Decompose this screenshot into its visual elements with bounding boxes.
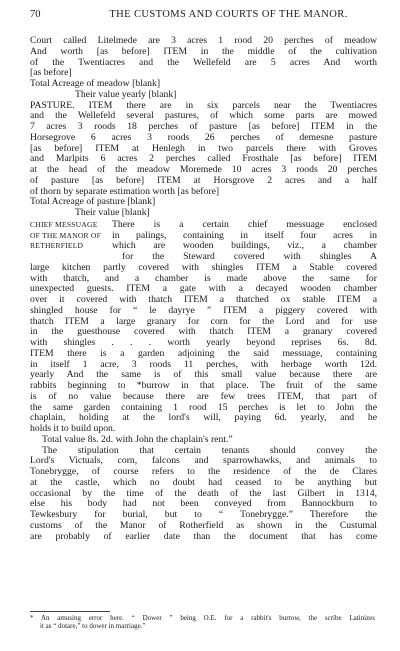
text-line: over it covered with thatch ITEM a thatched ox stable ITEM a xyxy=(30,294,377,305)
text-line: for the Steward covered with shingles A xyxy=(122,251,377,262)
text-line: in the guesthouse covered with thatch ITEM a granary covered xyxy=(30,326,377,338)
text-line: [as before] ITEM at Henlegh in two parcels there with Groves xyxy=(30,142,377,154)
section-text xyxy=(112,220,377,263)
text-line: the same garden containing 1 rood 15 perches is let to John the xyxy=(30,401,377,413)
side-heading-line: OF THE MANOR OF xyxy=(30,230,102,240)
text-line: 7 acres 3 roods 18 perches of pasture [as before] ITEM in the xyxy=(30,121,377,132)
text-line: chaplain, holding at the lord's will, paying 6d. yearly, and he xyxy=(30,412,377,424)
side-heading-line: CHIEF MESSUAGE xyxy=(30,219,98,229)
chief-messuage-section xyxy=(30,220,377,263)
side-heading-line: RETHERFIELD xyxy=(30,241,84,251)
text-line: unexpected guests. ITEM a gate with a decayed wooden chamber xyxy=(30,283,377,295)
text-line: is of no value because there are few trees ITEM, that part of xyxy=(30,390,377,402)
text-line: in palings, containing in itself four acres in xyxy=(112,229,377,241)
text-line: in itself 1 acre, 3 roods 11 perches, with herbage worth 12d. xyxy=(30,358,377,370)
text-line: else his body had not been conveyed from Bannockburn to xyxy=(30,498,377,510)
paragraph-start-line: The stipulation that certain tenants should convey the xyxy=(42,444,377,456)
text-line: yearly And the same is of this small value because there are xyxy=(30,369,377,381)
text-line: and Marlpits 6 acres 2 perches called Frosthale [as before] ITEM xyxy=(30,153,377,165)
text-line: are probably of earlier date than the document that has come xyxy=(30,530,377,542)
total-line: Total Acreage of pasture [blank] xyxy=(30,196,156,208)
text-line: rabbits beginning to *burrow in that place. The fruit of the same xyxy=(30,380,377,391)
text-line: Lord's Victuals, corn, falcons and sparrowhawks, and animals to xyxy=(30,455,377,467)
value-line: Their value [blank] xyxy=(75,207,150,218)
running-title: THE CUSTOMS AND COURTS OF THE MANOR. xyxy=(109,9,348,20)
text-line: Tewkesbury for burial, but to “ Tonebrygge.” Therefore the xyxy=(30,509,377,520)
text-line: with shingles . . . worth yearly beyond reprises 6s. 8d. xyxy=(30,337,377,348)
total-value-line: Total value 8s. 2d. with John the chaplain's rent.” xyxy=(42,433,233,445)
text-line: at the head of the meadow Moremede 10 acres 3 roods 20 perches xyxy=(30,164,377,175)
body-text xyxy=(30,36,377,542)
total-line: Total Acreage of meadow [blank] xyxy=(30,78,161,89)
text-line: occasional by the time of the death of the last Gilbert in 1314, xyxy=(30,487,377,499)
text-line: shingled house for “ le dayrye ” ITEM a piggery covered with xyxy=(30,304,377,316)
footnote-rule xyxy=(30,611,110,612)
text-line: large kitchen partly covered with shingles ITEM a Stable covered xyxy=(30,261,377,273)
text-line: holds it to build upon. xyxy=(30,423,116,434)
text-line: ITEM there is a garden adjoining the said messuage, containing xyxy=(30,347,377,359)
running-header xyxy=(30,9,377,23)
text-line: There is a certain chief messuage enclosed xyxy=(112,218,377,230)
text-line: of thorn by separate estimation worth [as before] xyxy=(30,185,220,197)
footnote-line: it as “ dotare,” to dower in marriage.” xyxy=(40,622,146,630)
footnote-line: * An amusing error here. “ Dower ” being O.E. for a rabbit's burrow, the scribe Latinizes xyxy=(30,614,375,622)
side-heading xyxy=(30,220,112,263)
footnote xyxy=(30,614,375,630)
text-line: which are wooden buildings, viz., a chamber xyxy=(112,240,377,252)
text-line: [as before] xyxy=(30,67,72,79)
text-line: Horsegrove 6 acres 3 roods 26 perches of demesne pasture xyxy=(30,131,377,143)
text-line: thatch ITEM a large granary for corn for the Lord and for use xyxy=(30,315,377,327)
text-line: customs of the Manor of Rotherfield as shown in the Custumal xyxy=(30,519,377,531)
pasture-heading-line: PASTURE. ITEM there are in six parcels near the Twentiacres xyxy=(30,99,377,111)
text-line: with thatch, and a chamber is made above the same for xyxy=(30,272,377,284)
value-line: Their value yearly [blank] xyxy=(75,88,177,100)
text-line: Court called Litelmede are 3 acres 1 rood 20 perches of meadow xyxy=(30,35,377,46)
text-line: of pasture [as before] ITEM at Horsgrove 2 acres and a half xyxy=(30,174,377,186)
page-number: 70 xyxy=(30,9,41,20)
text-line: Tonebrygge, of course refers to the residence of the de Clares xyxy=(30,466,377,477)
text-line: of the Twentiacres and the Wellefeld are 5 acres And worth xyxy=(30,56,377,68)
text-line: and the Wellefeld several pastures, of which some parts are mowed xyxy=(30,110,377,122)
text-line: at the castle, which no doubt had ceased to be anything but xyxy=(30,476,377,488)
book-page xyxy=(30,9,377,542)
text-line: And worth [as before] ITEM in the middle of the cultivation xyxy=(30,45,377,57)
